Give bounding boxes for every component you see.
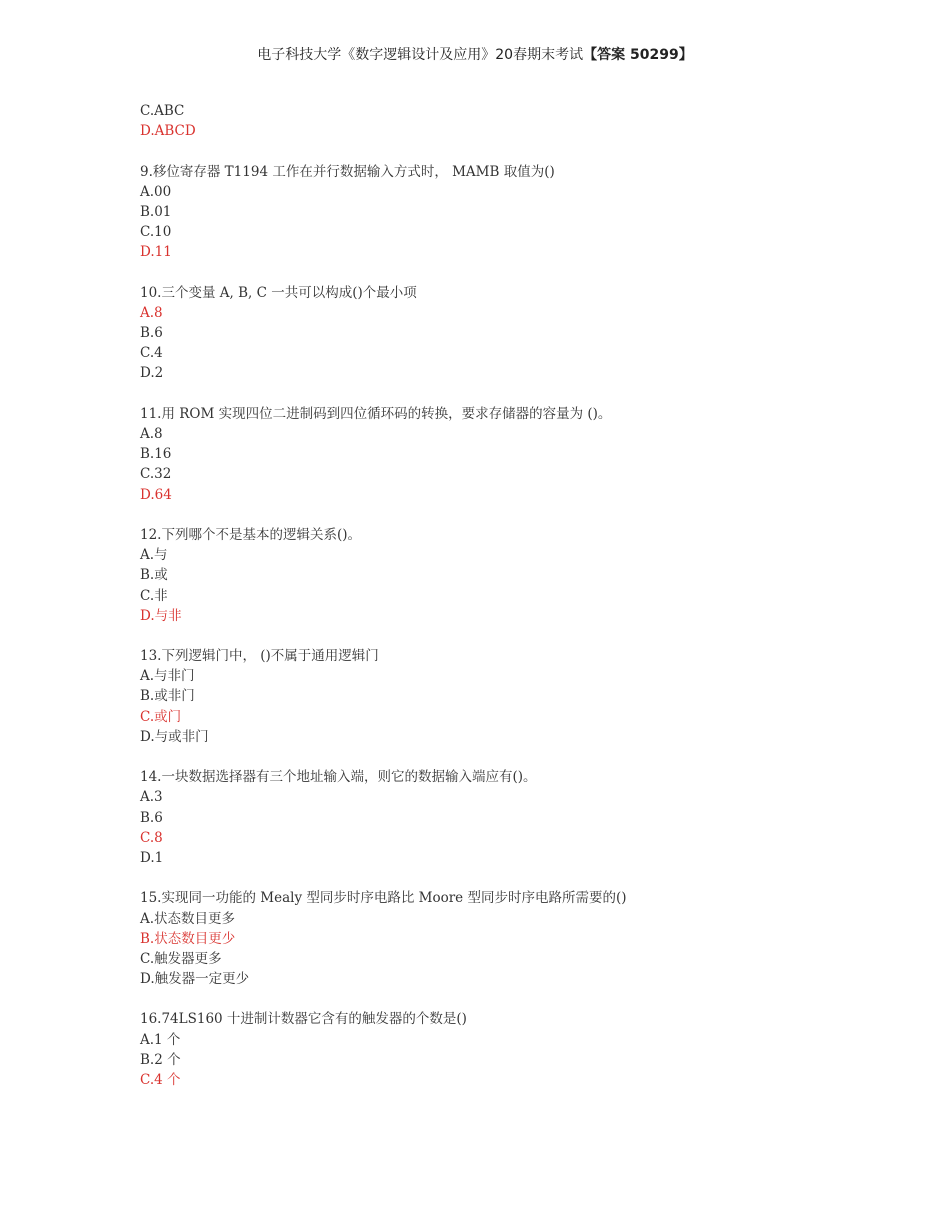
option-line: A.00 bbox=[140, 183, 172, 200]
question-list bbox=[140, 101, 840, 1090]
option-line: C.32 bbox=[140, 466, 172, 483]
question-text: 13.下列逻辑门中， ()不属于通用逻辑门 bbox=[140, 648, 379, 665]
question-block bbox=[140, 162, 840, 263]
spacer bbox=[140, 384, 840, 404]
question-text: 10.三个变量 A, B, C 一共可以构成()个最小项 bbox=[140, 284, 417, 301]
option-line: A.与非门 bbox=[140, 668, 195, 685]
spacer bbox=[140, 141, 840, 161]
question-text: 16.74LS160 十进制计数器它含有的触发器的个数是() bbox=[140, 1011, 467, 1028]
option-line: B.状态数目更少 bbox=[140, 930, 236, 947]
question-block bbox=[140, 646, 840, 747]
question-block bbox=[140, 404, 840, 505]
question-block bbox=[140, 525, 840, 626]
carryover-options bbox=[140, 101, 840, 141]
question-block bbox=[140, 888, 840, 989]
option-line: C.8 bbox=[140, 829, 163, 846]
option-line: D.与或非门 bbox=[140, 728, 209, 745]
page-header bbox=[0, 44, 950, 64]
option-line: A.3 bbox=[140, 789, 163, 806]
spacer bbox=[140, 626, 840, 646]
option-line: A.与 bbox=[140, 547, 168, 564]
question-block bbox=[140, 767, 840, 868]
option-line: C.ABC bbox=[140, 103, 185, 119]
option-line: A.1 个 bbox=[140, 1031, 181, 1048]
option-line: D.1 bbox=[140, 849, 164, 866]
question-text: 11.用 ROM 实现四位二进制码到四位循环码的转换，要求存储器的容量为 ()。 bbox=[140, 405, 612, 422]
option-line: B.或非门 bbox=[140, 688, 195, 705]
option-line: B.或 bbox=[140, 567, 168, 584]
option-line: A.8 bbox=[140, 304, 163, 321]
question-text: 9.移位寄存器 T1194 工作在并行数据输入方式时， MAMB 取值为() bbox=[140, 163, 555, 180]
option-line: C.触发器更多 bbox=[140, 950, 222, 967]
spacer bbox=[140, 505, 840, 525]
question-text: 15.实现同一功能的 Mealy 型同步时序电路比 Moore 型同步时序电路所需要的() bbox=[140, 890, 627, 907]
question-block bbox=[140, 1009, 840, 1090]
option-line: A.状态数目更多 bbox=[140, 910, 236, 927]
option-line: D.2 bbox=[140, 365, 164, 382]
option-line: C.10 bbox=[140, 224, 172, 241]
option-line: B.6 bbox=[140, 325, 163, 342]
header-title: 电子科技大学《数字逻辑设计及应用》20春期末考试 bbox=[257, 47, 584, 63]
header-answer-tag: 【答案 50299】 bbox=[583, 47, 693, 63]
option-line: D.ABCD bbox=[140, 123, 196, 140]
question-text: 14.一块数据选择器有三个地址输入端，则它的数据输入端应有()。 bbox=[140, 769, 537, 786]
question-text: 12.下列哪个不是基本的逻辑关系()。 bbox=[140, 526, 362, 543]
option-line: B.01 bbox=[140, 203, 172, 220]
spacer bbox=[140, 989, 840, 1009]
option-line: C.或门 bbox=[140, 708, 182, 725]
option-line: B.16 bbox=[140, 446, 172, 463]
option-line: D.64 bbox=[140, 486, 172, 503]
option-line: C.4 个 bbox=[140, 1072, 181, 1088]
option-line: D.与非 bbox=[140, 607, 182, 624]
option-line: A.8 bbox=[140, 426, 163, 442]
option-line: D.触发器一定更少 bbox=[140, 971, 250, 988]
spacer bbox=[140, 747, 840, 767]
option-line: D.11 bbox=[140, 244, 172, 261]
option-line: C.4 bbox=[140, 345, 163, 362]
question-block bbox=[140, 283, 840, 384]
spacer bbox=[140, 868, 840, 888]
spacer bbox=[140, 263, 840, 283]
option-line: B.6 bbox=[140, 809, 163, 826]
option-line: C.非 bbox=[140, 587, 168, 604]
option-line: B.2 个 bbox=[140, 1051, 181, 1068]
